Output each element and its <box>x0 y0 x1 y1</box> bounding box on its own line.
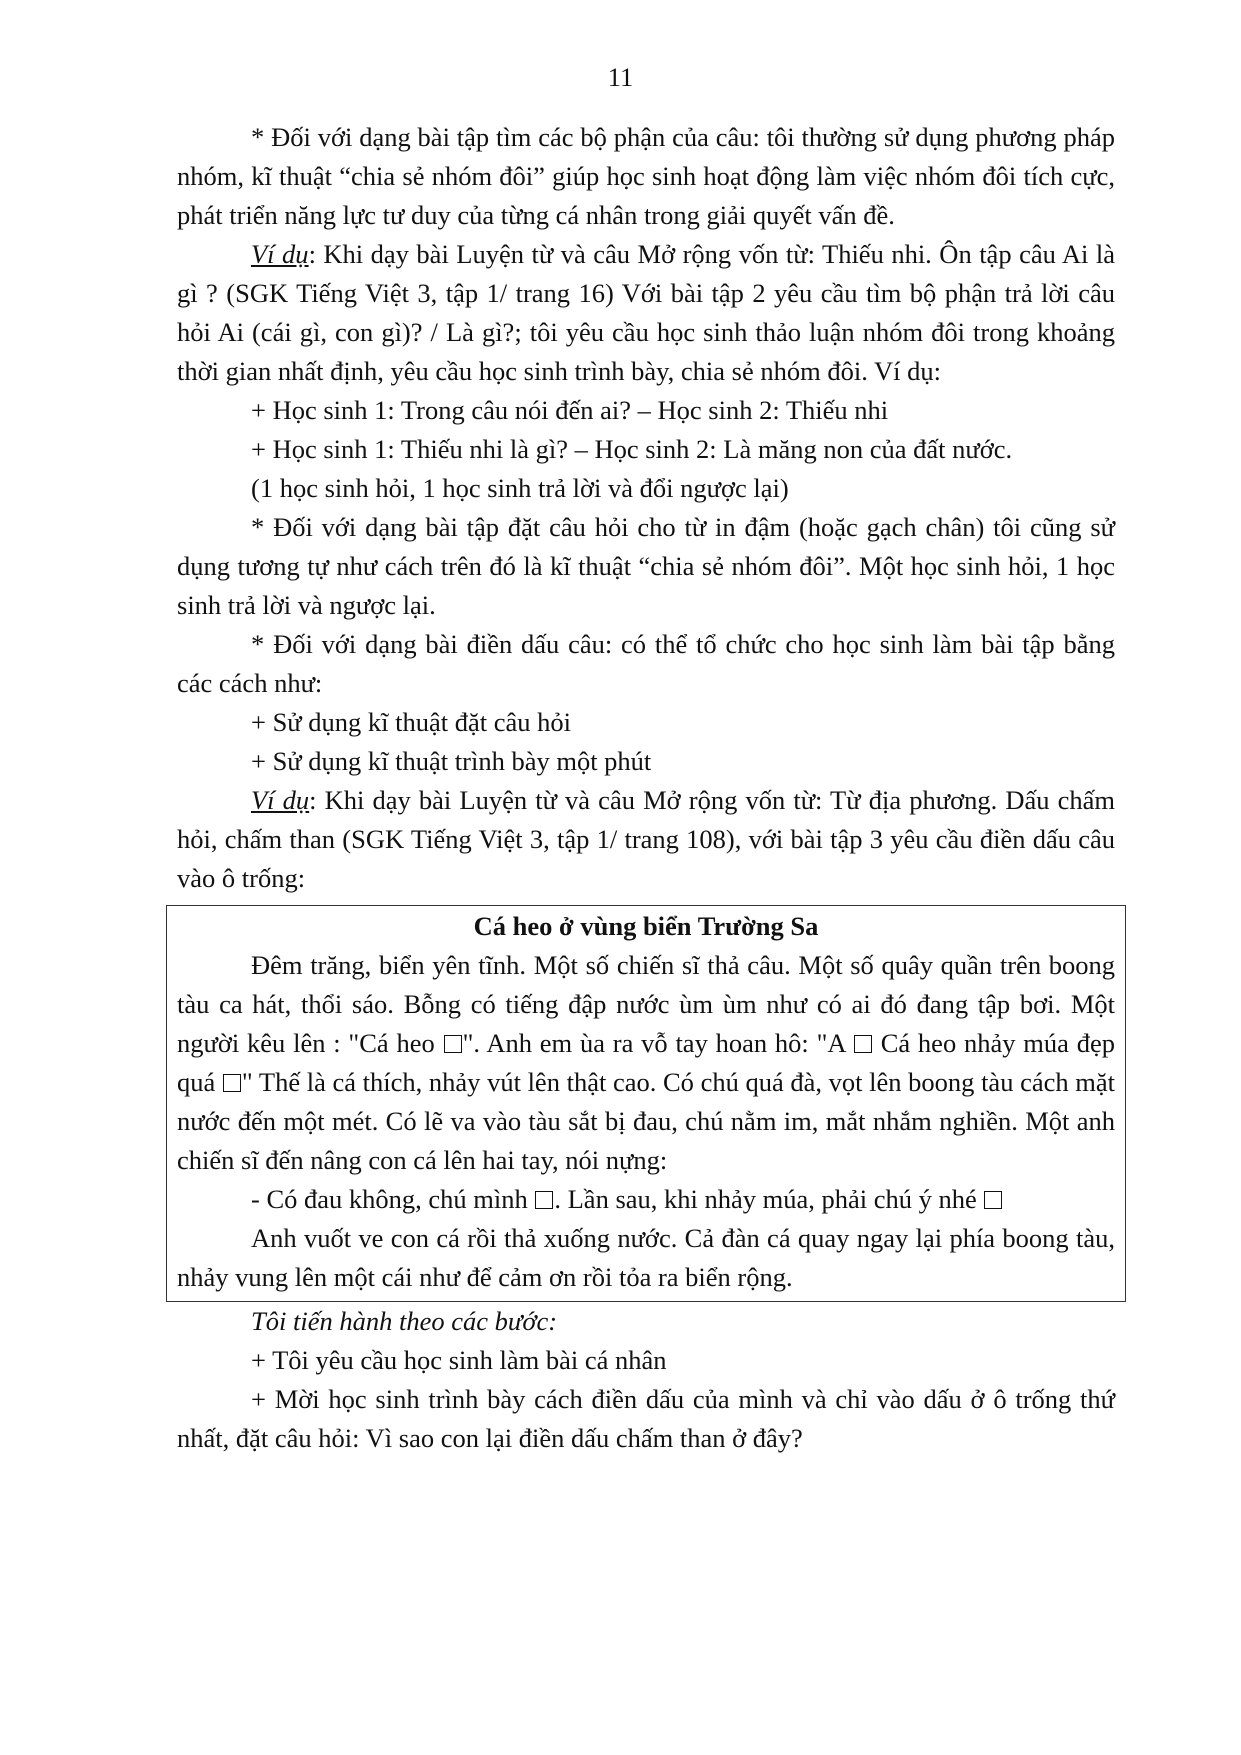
story-paragraph-1 <box>177 946 1115 1180</box>
paragraph-punctuation: * Đối với dạng bài điền dấu câu: có thể tổ chức cho học sinh làm bài tập bằng các cách như: <box>177 629 1115 698</box>
example-text: : Khi dạy bài Luyện từ và câu Mở rộng vốn từ: Từ địa phương. Dấu chấm hỏi, chấm than (SGK Tiếng Việt 3, tập 1/ trang 108), với bài tập 3 yêu cầu điền dấu câu vào ô trống: <box>177 785 1115 893</box>
step-item-1: + Tôi yêu cầu học sinh làm bài cá nhân <box>251 1345 667 1375</box>
paragraph-question-words: * Đối với dạng bài tập đặt câu hỏi cho từ in đậm (hoặc gạch chân) tôi cũng sử dụng tương tự như cách trên đó là kĩ thuật “chia sẻ nhóm đôi”. Một học sinh hỏi, 1 học sinh trả lời và ngược lại. <box>177 512 1115 620</box>
technique-item-1: + Sử dụng kĩ thuật đặt câu hỏi <box>251 707 572 737</box>
dialog-line-2: + Học sinh 1: Thiếu nhi là gì? – Học sinh 2: Là măng non của đất nước. <box>251 434 1013 464</box>
example-text: : Khi dạy bài Luyện từ và câu Mở rộng vốn từ: Thiếu nhi. Ôn tập câu Ai là gì ? (SGK Tiếng Việt 3, tập 1/ trang 16) Với bài tập 2 yêu cầu tìm bộ phận trả lời câu hỏi Ai (cái gì, con gì)? / Là gì?; tôi yêu cầu học sinh thảo luận nhóm đôi trong khoảng thời gian nhất định, yêu cầu học sinh trình bày, chia sẻ nhóm đôi. Ví dụ: <box>177 239 1115 386</box>
story-text: - Có đau không, chú mình <box>251 1184 535 1214</box>
blank-square-icon <box>444 1035 462 1053</box>
story-text: Cá heo nhảy múa đẹp quá <box>177 1028 1115 1097</box>
page-number: 11 <box>607 62 634 92</box>
story-paragraph-3: Anh vuốt ve con cá rồi thả xuống nước. Cả đàn cá quay ngay lại phía boong tàu, nhảy vung lên một cái như để cảm ơn rồi tỏa ra biển rộng. <box>177 1223 1115 1292</box>
technique-item-2: + Sử dụng kĩ thuật trình bày một phút <box>251 746 652 776</box>
story-text: Đêm trăng, biển yên tĩnh. Một số chiến sĩ thả câu. Một số quây quần trên boong tàu ca hát, thổi sáo. Bỗng có tiếng đập nước ùm ùm như có ai đó đang tập bơi. Một người kêu lên : "Cá heo <box>177 950 1115 1058</box>
story-text: ". Anh em ùa ra vỗ tay hoan hô: "A <box>462 1028 853 1058</box>
dialog-line-1: + Học sinh 1: Trong câu nói đến ai? – Học sinh 2: Thiếu nhi <box>251 395 889 425</box>
story-text: " Thế là cá thích, nhảy vút lên thật cao. Có chú quá đà, vọt lên boong tàu cách mặt nước đến một mét. Có lẽ va vào tàu sắt bị đau, chú nằm im, mắt nhắm nghiền. Một anh chiến sĩ đến nâng con cá lên hai tay, nói nựng: <box>177 1067 1115 1175</box>
step-item-2: + Mời học sinh trình bày cách điền dấu của mình và chỉ vào dấu ở ô trống thứ nhất, đặt câu hỏi: Vì sao con lại điền dấu chấm than ở đây? <box>177 1384 1115 1453</box>
example-label: Ví dụ <box>251 785 310 815</box>
dialog-note: (1 học sinh hỏi, 1 học sinh trả lời và đổi ngược lại) <box>251 473 789 503</box>
blank-square-icon <box>984 1191 1002 1209</box>
example-paragraph-2 <box>177 781 1115 898</box>
example-paragraph-1 <box>177 235 1115 391</box>
story-box <box>166 905 1126 1302</box>
example-label: Ví dụ <box>251 239 309 269</box>
blank-square-icon <box>854 1035 872 1053</box>
document-body <box>177 118 1115 1458</box>
blank-square-icon <box>223 1074 241 1092</box>
story-dialog-line <box>177 1180 1115 1219</box>
story-title: Cá heo ở vùng biển Trường Sa <box>473 911 819 941</box>
paragraph-parts-of-sentence: * Đối với dạng bài tập tìm các bộ phận của câu: tôi thường sử dụng phương pháp nhóm, kĩ thuật “chia sẻ nhóm đôi” giúp học sinh hoạt động làm việc nhóm đôi tích cực, phát triển năng lực tư duy của từng cá nhân trong giải quyết vấn đề. <box>177 122 1115 230</box>
story-text: . Lần sau, khi nhảy múa, phải chú ý nhé <box>554 1184 984 1214</box>
steps-heading: Tôi tiến hành theo các bước: <box>251 1306 558 1336</box>
blank-square-icon <box>535 1191 553 1209</box>
